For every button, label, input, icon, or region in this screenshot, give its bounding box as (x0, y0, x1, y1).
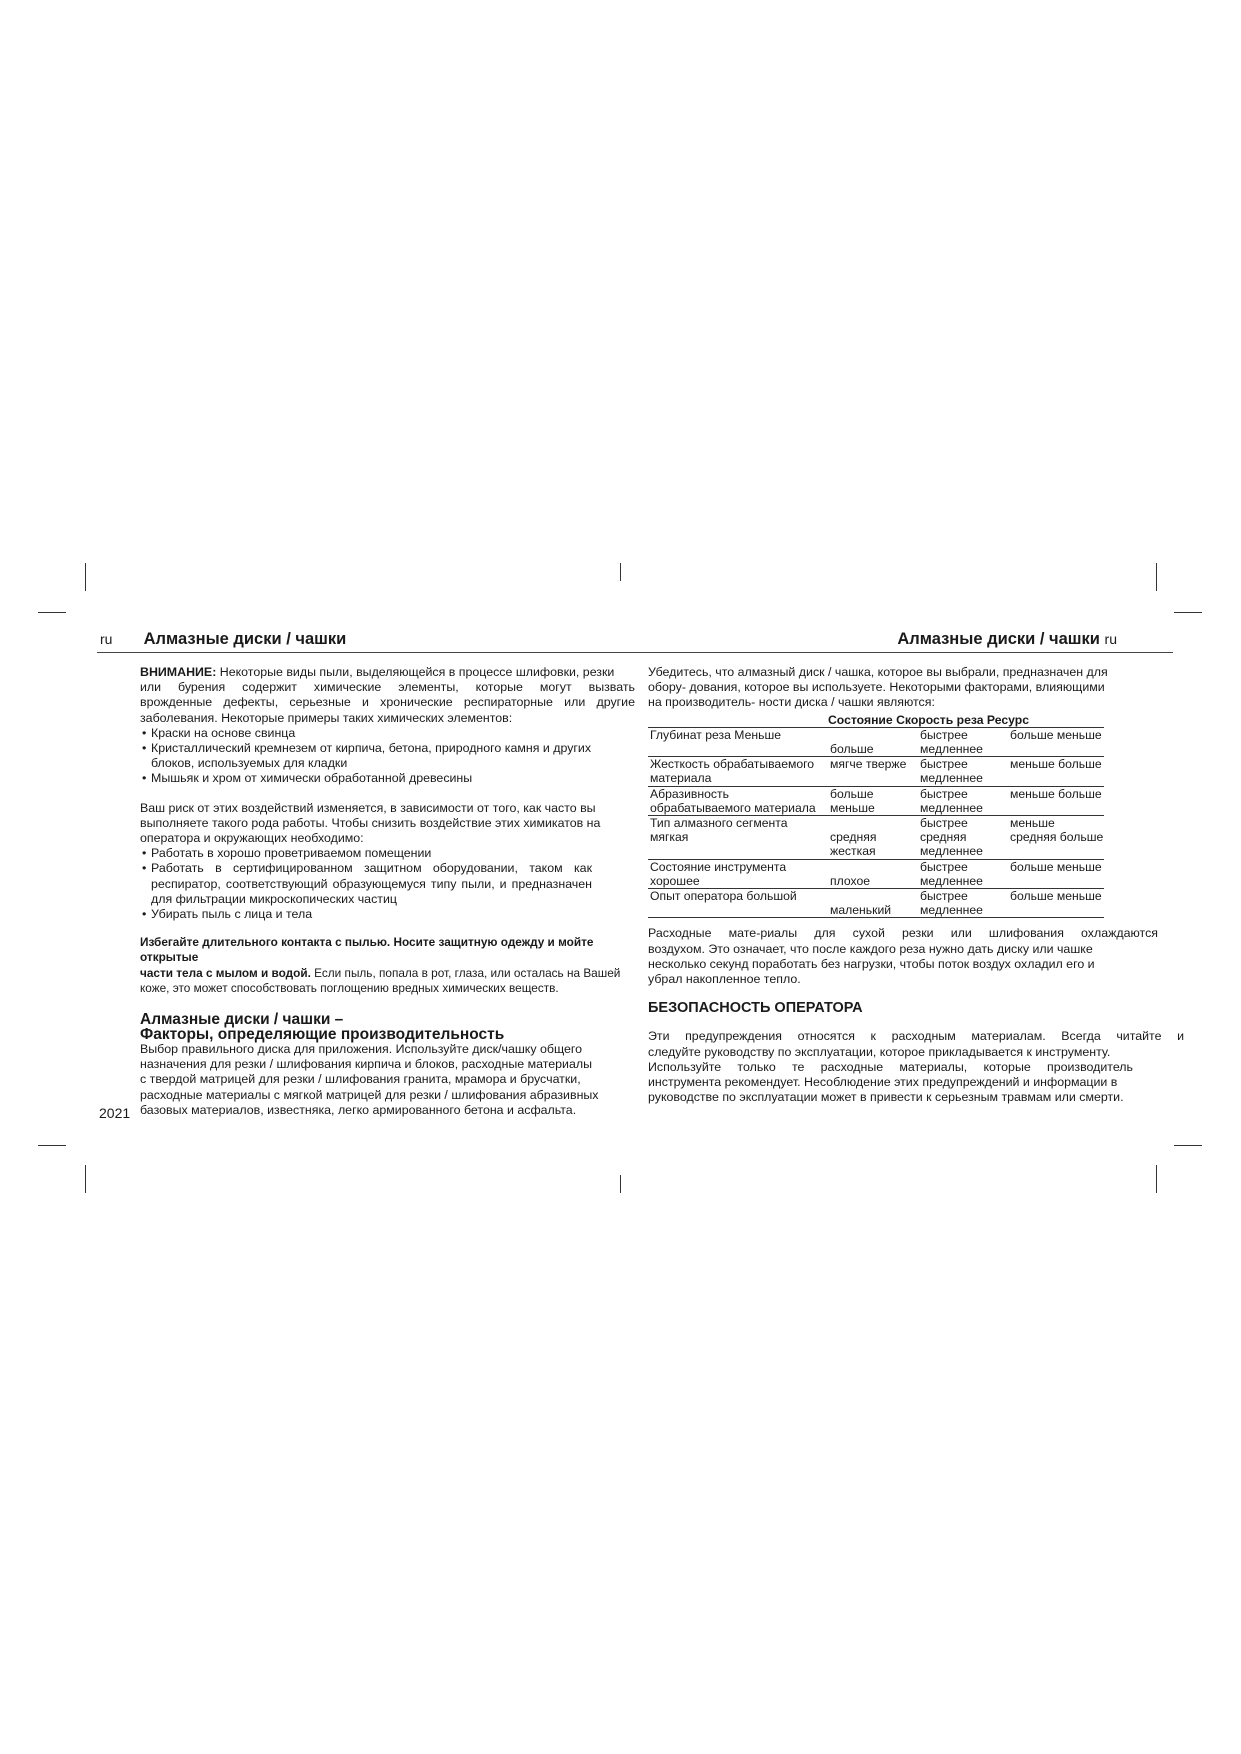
intro-line: Убедитесь, что алмазный диск / чашка, которое вы выбрали, предназначен для (648, 665, 1108, 679)
left-running-header (100, 630, 346, 649)
page-number: 2021 (99, 1105, 131, 1121)
warning-label: ВНИМАНИЕ: (140, 665, 217, 679)
table-row: Тип алмазного сегмента мягкая средняя жесткая быстрее средняя медленнее меньше средняя больше (650, 816, 1104, 859)
language-code: ru (100, 631, 113, 647)
crop-mark (1174, 1145, 1202, 1146)
left-column (140, 665, 635, 1118)
safety-line: Эти предупреждения относятся к расходным материалам. Всегда читайте и (648, 1029, 1184, 1044)
factors-line: расходные материалы с мягкой матрицей для резки / шлифования абразивных (140, 1087, 599, 1102)
list-item: • Убирать пыль с лица и тела (140, 907, 592, 922)
table-row: Жесткость обрабатываемого материала мягче тверже быстрее медленнее меньше больше (648, 757, 1104, 786)
cooling-line: воздухом. Это означает, что после каждого реза нужно дать диску или чашке (648, 941, 1093, 956)
risk-line: выполняете такого рода работы. Чтобы снизить воздействие этих химикатов на (140, 815, 601, 830)
crop-mark (1156, 1165, 1157, 1193)
page-title: Алмазные диски / чашки (143, 630, 347, 648)
table-header-row (648, 713, 1104, 728)
table-row: Опыт оператора большой маленький быстрее медленнее больше меньше (648, 889, 1104, 918)
list-item: • Работать в сертифицированном защитном оборудовании, таком как респиратор, соответствующий образующемуся типу пыли, и предназначен для фильтрации микроскопических частиц (140, 861, 592, 907)
language-code: ru (1104, 631, 1117, 647)
factors-line: назначения для резки / шлифования кирпича и блоков, расходные материалы (140, 1057, 593, 1072)
list-item: • Краски на основе свинца (140, 726, 600, 741)
crop-mark (1174, 612, 1202, 613)
chemical-list (140, 726, 600, 787)
crop-mark (85, 1165, 86, 1193)
list-item: • Кристаллический кремнезем от кирпича, бетона, природного камня и других блоков, используемых для кладки (140, 741, 600, 771)
right-running-header (897, 630, 1117, 649)
avoid-paragraph: Избегайте длительного контакта с пылью. Носите защитную одежду и мойте открытые (140, 935, 594, 965)
intro-line: обору- дования, которое вы используете. Некоторыми факторами, влияющими (648, 680, 1105, 695)
safety-line: руководстве по эксплуатации может в привести к серьезным травмам или смерти. (648, 1090, 1124, 1105)
table-row: Состояние инструмента хорошее плохое быстрее медленнее больше меньше (648, 859, 1104, 888)
warning-line: врожденные дефекты, серьезные и хронические респираторные или другие (140, 695, 635, 710)
factors-line: с твердой матрицей для резки / шлифования гранита, мрамора и брусчатки, (140, 1072, 581, 1087)
crop-mark (85, 563, 86, 591)
crop-mark (1156, 563, 1157, 591)
header-rule (97, 652, 1173, 653)
safety-line: инструмента рекомендует. Несоблюдение этих предупреждений и информации в (648, 1075, 1118, 1090)
crop-mark (38, 1145, 66, 1146)
measure-list (140, 846, 592, 922)
right-column (648, 665, 1184, 1105)
warning-line: или бурения содержит химические элементы, которые могут вызвать (140, 680, 635, 695)
avoid-paragraph: части тела с мылом и водой. Если пыль, попала в рот, глаза, или осталась на Вашей (140, 965, 621, 980)
cooling-line: убрал накопленное тепло. (648, 972, 801, 987)
section-heading: БЕЗОПАСНОСТЬ ОПЕРАТОРА (648, 1000, 863, 1017)
avoid-paragraph: коже, это может способствовать поглощению вредных химических веществ. (140, 980, 559, 995)
risk-line: оператора и окружающих необходимо: (140, 831, 364, 846)
section-heading: Факторы, определяющие производительность (140, 1026, 505, 1044)
factors-table (648, 713, 1104, 919)
table-row: Абразивность обрабатываемого материала больше меньше быстрее медленнее меньше больше (648, 786, 1104, 815)
list-item: • Работать в хорошо проветриваемом помещении (140, 846, 592, 861)
table-row: Глубинат реза Меньше больше быстрее медленнее больше меньше (648, 727, 1104, 756)
risk-line: Ваш риск от этих воздействий изменяется, в зависимости от того, как часто вы (140, 800, 596, 815)
crop-mark (620, 1175, 621, 1193)
safety-line: следуйте руководству по эксплуатации, которое прикладывается к инструменту. (648, 1044, 1111, 1059)
factors-line: Выбор правильного диска для приложения. Используйте диск/чашку общего (140, 1042, 583, 1057)
crop-mark (38, 612, 66, 613)
section-heading: Алмазные диски / чашки – (140, 1011, 344, 1029)
safety-line: Используйте только те расходные материалы, которые производитель (648, 1059, 1133, 1074)
cooling-line: несколько секунд поработать без нагрузки, чтобы поток воздух охладил его и (648, 956, 1095, 971)
cooling-line: Расходные мате-риалы для сухой резки или шлифования охлаждаются (648, 926, 1158, 941)
list-item: • Мышьяк и хром от химически обработанной древесины (140, 771, 600, 786)
factors-line: базовых материалов, известняка, легко армированного бетона и асфальта. (140, 1102, 577, 1117)
warning-line: заболевания. Некоторые примеры таких химических элементов: (140, 710, 513, 725)
crop-mark (620, 563, 621, 581)
warning-paragraph: ВНИМАНИЕ: Некоторые виды пыли, выделяющейся в процессе шлифовки, резки (140, 665, 615, 679)
page-title: Алмазные диски / чашки (897, 630, 1100, 648)
table-header: Состояние Скорость реза Ресурс (828, 712, 1029, 727)
intro-line: на производитель- ности диска / чашки являются: (648, 695, 935, 710)
